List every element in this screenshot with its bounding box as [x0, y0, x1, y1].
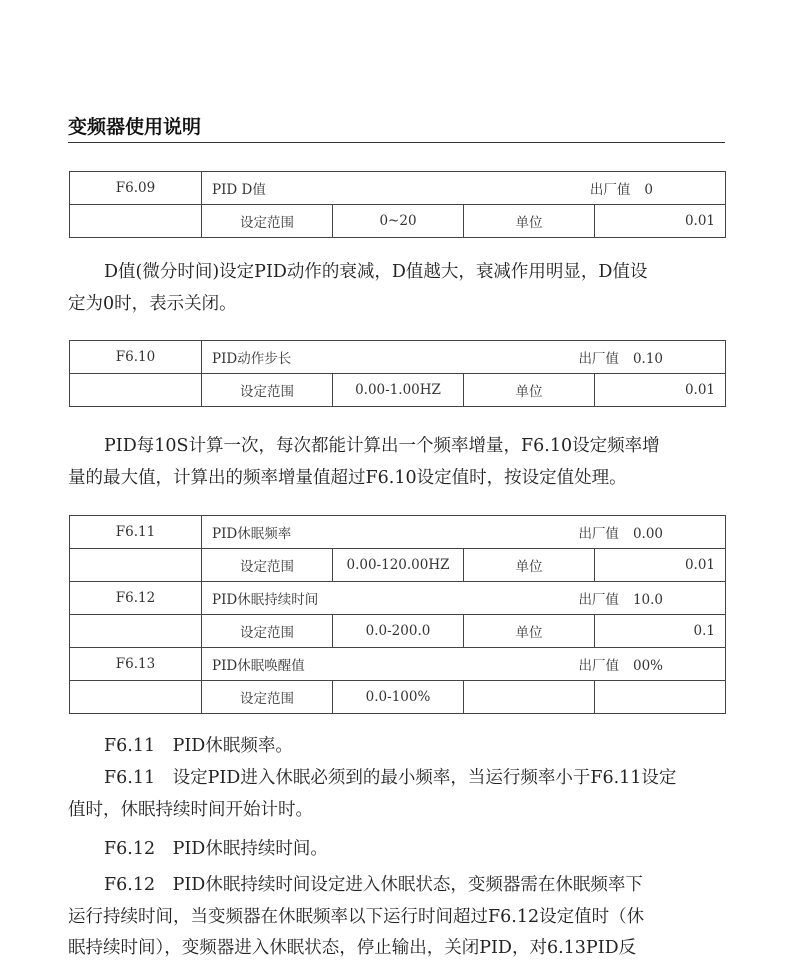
- range-value: 0.0-200.0: [333, 615, 464, 648]
- paragraph-line: 眠持续时间），变频器进入休眠状态，停止输出，关闭PID，对6.13PID反: [68, 938, 637, 958]
- range-value: 0.0-100%: [333, 681, 464, 714]
- param-code: F6.09: [70, 172, 202, 205]
- unit-label: [464, 681, 595, 714]
- table-row: [70, 516, 726, 549]
- paragraph-line: 定为0时，表示关闭。: [68, 294, 237, 314]
- param-name: PID动作步长: [212, 351, 292, 367]
- paragraph-line: F6.12 PID休眠持续时间。: [104, 839, 328, 859]
- range-label: 设定范围: [202, 549, 333, 582]
- empty-cell: [70, 549, 202, 582]
- table-row: [70, 582, 726, 615]
- range-value: 0.00-1.00HZ: [333, 374, 464, 407]
- table-row: [70, 374, 726, 407]
- default-value: 00%: [632, 658, 663, 674]
- page-title: 变频器使用说明: [68, 116, 202, 138]
- default-value: 0.10: [632, 351, 663, 367]
- range-label: 设定范围: [202, 681, 333, 714]
- unit-label: 单位: [464, 374, 595, 407]
- table-row: [70, 648, 726, 681]
- table-row: [70, 205, 726, 238]
- table-row: [70, 681, 726, 714]
- param-table-f611-f613: [69, 515, 726, 714]
- unit-label: 单位: [464, 615, 595, 648]
- default-label: 出厂值: [578, 351, 619, 367]
- table-row: [70, 172, 726, 205]
- paragraph-line: F6.12 PID休眠持续时间设定进入休眠状态，变频器需在休眠频率下: [104, 875, 643, 895]
- default-label: 出厂值: [589, 182, 631, 198]
- header-rule: [68, 142, 725, 143]
- range-label: 设定范围: [202, 374, 333, 407]
- empty-cell: [70, 374, 202, 407]
- table-row: [70, 615, 726, 648]
- empty-cell: [70, 681, 202, 714]
- param-name: PID休眠唤醒值: [212, 658, 305, 674]
- paragraph-line: F6.11 设定PID进入休眠必须到的最小频率，当运行频率小于F6.11设定: [104, 768, 677, 788]
- param-table-f610: [69, 340, 726, 407]
- default-label: 出厂值: [578, 592, 619, 608]
- unit-value: 0.01: [595, 374, 726, 407]
- param-code: F6.10: [70, 341, 202, 374]
- default-label: 出厂值: [578, 658, 619, 674]
- param-name: PID休眠频率: [212, 526, 292, 542]
- table-row: [70, 341, 726, 374]
- paragraph-line: D值(微分时间)设定PID动作的衰减，D值越大，衰减作用明显，D值设: [104, 262, 648, 282]
- param-table-f609: [69, 171, 726, 238]
- param-code: F6.13: [70, 648, 202, 681]
- unit-value: 0.01: [595, 549, 726, 582]
- paragraph-line: 运行持续时间，当变频器在休眠频率以下运行时间超过F6.12设定值时（休: [68, 907, 645, 927]
- default-value: 0: [644, 182, 653, 198]
- unit-value: 0.1: [595, 615, 726, 648]
- param-name: PID D值: [212, 182, 266, 198]
- param-code: F6.12: [70, 582, 202, 615]
- paragraph-line: 量的最大值，计算出的频率增量值超过F6.10设定值时，按设定值处理。: [68, 468, 627, 488]
- default-label: 出厂值: [578, 526, 619, 542]
- paragraph-line: F6.11 PID休眠频率。: [104, 736, 293, 756]
- unit-label: 单位: [464, 549, 595, 582]
- unit-value: 0.01: [595, 205, 726, 238]
- default-value: 10.0: [632, 592, 663, 608]
- empty-cell: [70, 205, 202, 238]
- range-value: 0~20: [333, 205, 464, 238]
- empty-cell: [70, 615, 202, 648]
- table-row: [70, 549, 726, 582]
- unit-label: 单位: [464, 205, 595, 238]
- paragraph-line: 值时，休眠持续时间开始计时。: [68, 800, 313, 820]
- range-label: 设定范围: [202, 615, 333, 648]
- paragraph-line: PID每10S计算一次，每次都能计算出一个频率增量，F6.10设定频率增: [104, 436, 660, 456]
- default-value: 0.00: [632, 526, 663, 542]
- range-label: 设定范围: [202, 205, 333, 238]
- param-name: PID休眠持续时间: [212, 592, 319, 608]
- param-code: F6.11: [70, 516, 202, 549]
- range-value: 0.00-120.00HZ: [333, 549, 464, 582]
- unit-value: [595, 681, 726, 714]
